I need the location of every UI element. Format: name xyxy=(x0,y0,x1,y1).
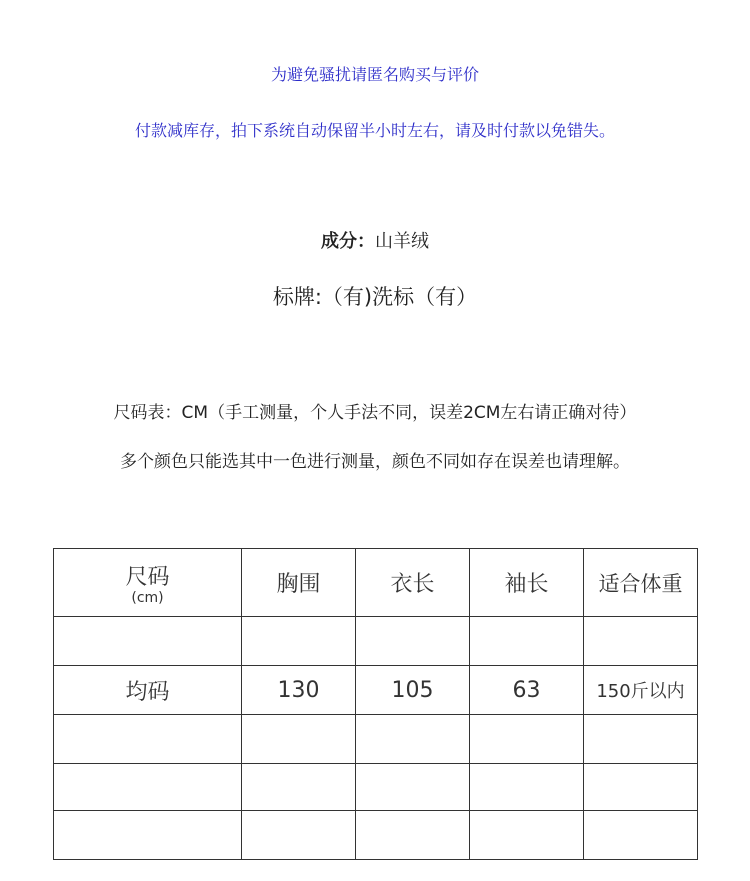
chest-cell: 130 xyxy=(242,666,356,715)
table-cell xyxy=(470,764,584,811)
table-cell xyxy=(54,811,242,860)
table-cell xyxy=(356,617,470,666)
size-cell: 均码 xyxy=(54,666,242,715)
table-cell xyxy=(356,811,470,860)
table-cell xyxy=(584,764,698,811)
table-row xyxy=(54,666,698,715)
size-table xyxy=(53,548,698,860)
tags-info: 标牌:（有)洗标（有） xyxy=(272,285,478,309)
header-cell: 尺码 (cm) xyxy=(54,549,242,617)
material-value: 山羊绒 xyxy=(375,231,429,252)
table-row xyxy=(54,715,698,764)
length-cell: 105 xyxy=(356,666,470,715)
header-cell: 袖长 xyxy=(470,549,584,617)
table-cell xyxy=(54,715,242,764)
table-cell xyxy=(242,811,356,860)
header-cell: 适合体重 xyxy=(584,549,698,617)
table-cell xyxy=(584,617,698,666)
size-note-1: 尺码表：CM（手工测量，个人手法不同，误差2CM左右请正确对待） xyxy=(113,403,637,423)
table-cell xyxy=(470,715,584,764)
table-cell xyxy=(54,617,242,666)
table-cell xyxy=(584,811,698,860)
table-cell xyxy=(470,811,584,860)
table-cell xyxy=(356,764,470,811)
table-cell xyxy=(584,715,698,764)
size-note-2: 多个颜色只能选其中一色进行测量，颜色不同如存在误差也请理解。 xyxy=(120,452,630,472)
material xyxy=(0,227,750,253)
payment-notice: 付款减库存，拍下系统自动保留半小时左右，请及时付款以免错失。 xyxy=(134,121,615,140)
table-cell xyxy=(242,617,356,666)
table-row xyxy=(54,764,698,811)
table-header-row xyxy=(54,549,698,617)
sleeve-cell: 63 xyxy=(470,666,584,715)
anonymous-notice: 为避免骚扰请匿名购买与评价 xyxy=(270,65,479,84)
table-cell xyxy=(54,764,242,811)
table-row xyxy=(54,617,698,666)
table-cell xyxy=(242,764,356,811)
material-label: 成分： xyxy=(321,231,375,252)
header-cell: 衣长 xyxy=(356,549,470,617)
table-cell xyxy=(356,715,470,764)
table-cell xyxy=(242,715,356,764)
weight-cell: 150斤以内 xyxy=(584,666,698,715)
header-cell: 胸围 xyxy=(242,549,356,617)
table-row xyxy=(54,811,698,860)
table-cell xyxy=(470,617,584,666)
